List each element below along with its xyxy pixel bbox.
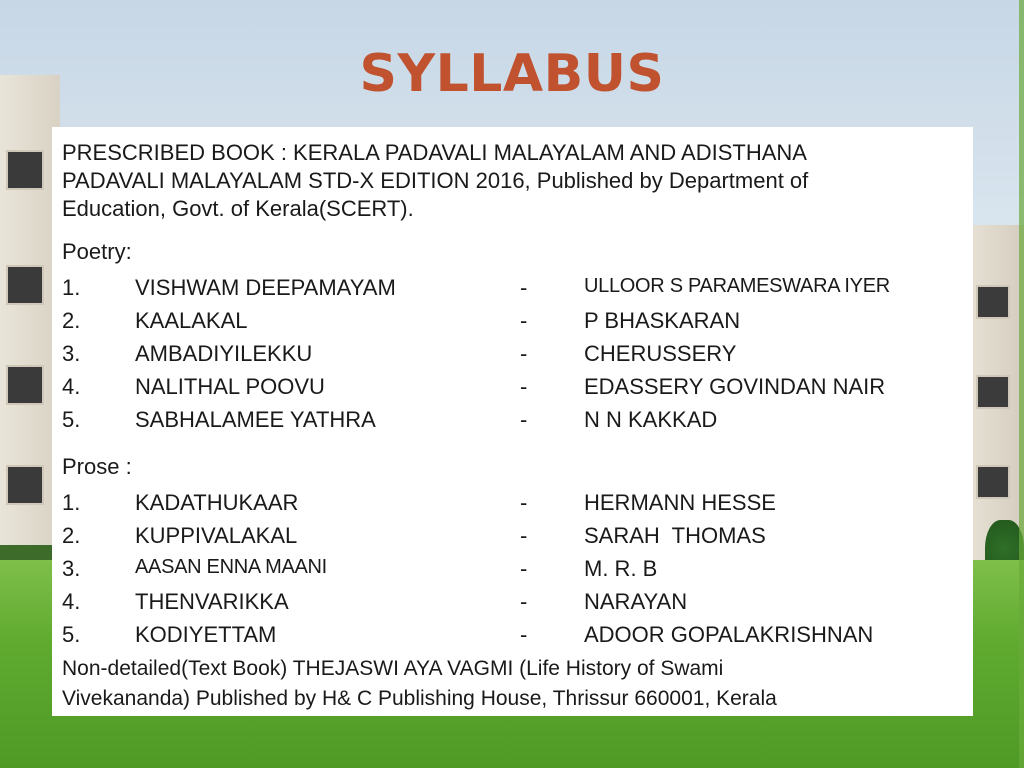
item-number: 2. xyxy=(62,523,81,548)
item-number: 5. xyxy=(62,407,81,432)
item-dash: - xyxy=(520,407,528,432)
item-dash: - xyxy=(520,523,528,548)
item-dash: - xyxy=(520,308,528,333)
item-title: KAALAKAL xyxy=(135,308,248,333)
poetry-row xyxy=(52,341,973,374)
item-title: KADATHUKAAR xyxy=(135,490,299,515)
intro-line: Education, Govt. of Kerala(SCERT). xyxy=(62,196,414,221)
item-author: SARAH THOMAS xyxy=(584,523,766,548)
slide-edge xyxy=(1019,0,1024,768)
item-number: 4. xyxy=(62,374,81,399)
item-number: 3. xyxy=(62,556,81,581)
item-author: EDASSERY GOVINDAN NAIR xyxy=(584,374,886,399)
window xyxy=(976,375,1010,409)
item-title: KUPPIVALAKAL xyxy=(135,523,298,548)
window xyxy=(6,365,44,405)
prose-row xyxy=(52,490,973,523)
item-number: 1. xyxy=(62,490,81,515)
prose-row xyxy=(52,589,973,622)
item-number: 2. xyxy=(62,308,81,333)
item-author: NARAYAN xyxy=(584,589,688,614)
poetry-heading: Poetry: xyxy=(62,239,132,264)
item-title: THENVARIKKA xyxy=(135,589,289,614)
prose-row xyxy=(52,622,973,655)
item-author: ULLOOR S PARAMESWARA IYER xyxy=(584,275,890,297)
intro-line: PADAVALI MALAYALAM STD-X EDITION 2016, Published by Department of xyxy=(62,168,809,193)
intro-line: PRESCRIBED BOOK : KERALA PADAVALI MALAYALAM AND ADISTHANA xyxy=(62,140,807,165)
item-dash: - xyxy=(520,374,528,399)
footer-line: Non-detailed(Text Book) THEJASWI AYA VAGMI (Life History of Swami xyxy=(62,657,724,680)
poetry-row xyxy=(52,374,973,407)
item-author: N N KAKKAD xyxy=(584,407,718,432)
item-number: 5. xyxy=(62,622,81,647)
item-number: 4. xyxy=(62,589,81,614)
poetry-row xyxy=(52,275,973,308)
footer-line: Vivekananda) Published by H& C Publishing House, Thrissur 660001, Kerala xyxy=(62,687,777,710)
window xyxy=(6,150,44,190)
window xyxy=(6,465,44,505)
item-title: VISHWAM DEEPAMAYAM xyxy=(135,275,396,300)
building-left xyxy=(0,75,60,575)
prescribed-book-text xyxy=(62,139,962,223)
non-detailed-text xyxy=(62,654,962,714)
item-dash: - xyxy=(520,589,528,614)
item-dash: - xyxy=(520,622,528,647)
item-number: 1. xyxy=(62,275,81,300)
item-dash: - xyxy=(520,556,528,581)
item-title: AASAN ENNA MAANI xyxy=(135,556,327,578)
poetry-row xyxy=(52,308,973,341)
item-dash: - xyxy=(520,275,528,300)
item-title: AMBADIYILEKKU xyxy=(135,341,313,366)
item-title: SABHALAMEE YATHRA xyxy=(135,407,376,432)
item-author: CHERUSSERY xyxy=(584,341,737,366)
page-title: SYLLABUS xyxy=(359,44,665,104)
item-author: P BHASKARAN xyxy=(584,308,741,333)
item-number: 3. xyxy=(62,341,81,366)
window xyxy=(976,285,1010,319)
window xyxy=(6,265,44,305)
poetry-row xyxy=(52,407,973,440)
item-title: KODIYETTAM xyxy=(135,622,277,647)
item-dash: - xyxy=(520,341,528,366)
syllabus-card xyxy=(52,127,973,716)
building-right xyxy=(972,225,1024,570)
prose-row xyxy=(52,556,973,589)
item-author: ADOOR GOPALAKRISHNAN xyxy=(584,622,874,647)
prose-heading: Prose : xyxy=(62,454,132,479)
item-dash: - xyxy=(520,490,528,515)
prose-row xyxy=(52,523,973,556)
item-title: NALITHAL POOVU xyxy=(135,374,325,399)
item-author: M. R. B xyxy=(584,556,658,581)
window xyxy=(976,465,1010,499)
item-author: HERMANN HESSE xyxy=(584,490,776,515)
